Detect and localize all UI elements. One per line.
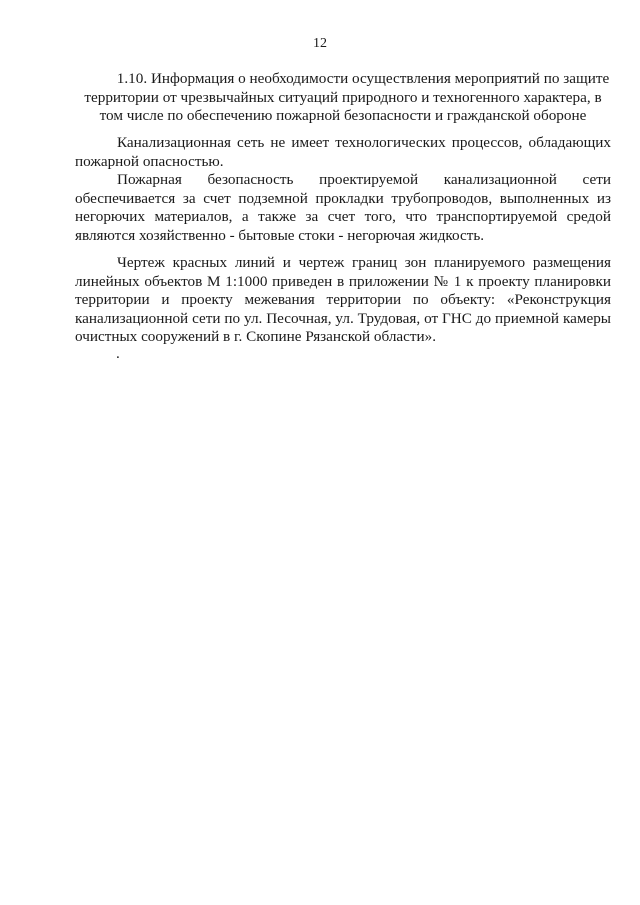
section-heading [75, 70, 611, 126]
section-heading-line: 1.10. Информация о необходимости осуществления мероприятий по защите [116, 70, 610, 87]
section-heading-line: том числе по обеспечению пожарной безопасности и гражданской обороне [99, 107, 587, 124]
page-number: 12 [313, 36, 327, 51]
section-heading-line: территории от чрезвычайных ситуаций природного и техногенного характера, в [84, 88, 602, 106]
paragraph-drawings-reference: Чертеж красных линий и чертеж границ зон планируемого размещения линейных объектов М 1:1000 приведен в приложении № 1 к проекту планировки территории и проекту межевания территории по объекту: «Реконструкция канализационной сети по ул. Песочная, ул. Трудовая, от ГНС до приемной камеры очистных сооружений в г. Скопине Рязанской области». [75, 254, 611, 345]
fire-safety-block [75, 134, 611, 245]
drawings-block [75, 254, 611, 347]
paragraph-fire-safety-measures: Пожарная безопасность проектируемой канализационной сети обеспечивается за счет подземной прокладки трубопроводов, выполненных из негорючих материалов, а также за счет того, что транспортируемой средой являются хозяйственно - бытовые стоки - негорючая жидкость. [75, 171, 611, 244]
paragraph-no-fire-hazard: Канализационная сеть не имеет технологических процессов, обладающих пожарной опасностью. [75, 134, 611, 170]
trailing-mark: . [116, 345, 120, 362]
